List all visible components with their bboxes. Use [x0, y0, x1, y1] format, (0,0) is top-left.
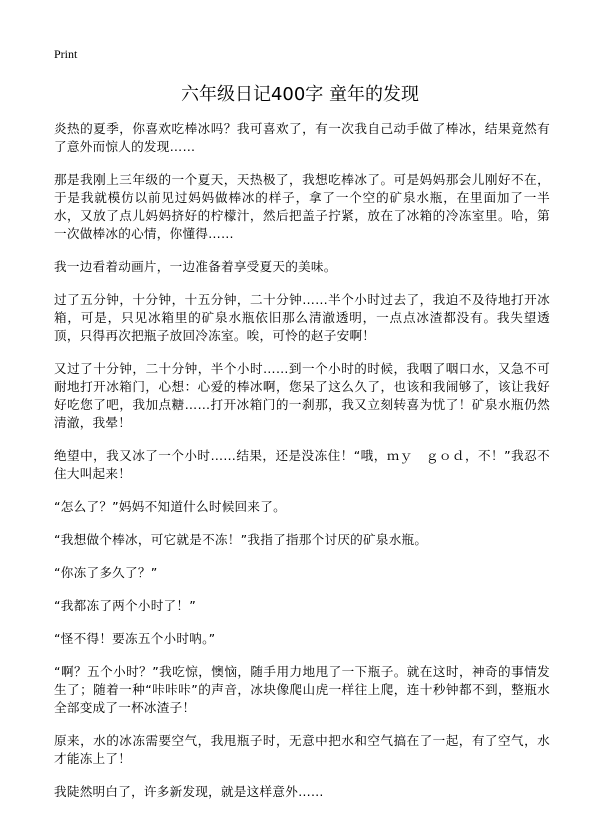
dialogue-line: “你冻了多久了？”: [54, 565, 158, 580]
paragraph-second-check: 又过了十分钟，二十分钟，半个小时……到一个小时的时候，我咽了咽口水，又急不可耐地打开冰箱门，心想：心爱的棒冰啊，您呆了这么久了，也该和我闹够了，该让我好好吃您了吧，我加点糖……打开冰箱门的一刹那，我又立刻转喜为忧了！矿泉水瓶仍然清澈，我晕！: [54, 361, 550, 430]
paragraph-background: 那是我刚上三年级的一个夏天，天热极了，我想吃棒冰了。可是妈妈那会儿刚好不在，于是我就模仿以前见过妈妈做棒冰的样子，拿了一个空的矿泉水瓶，在里面加了一半水，又放了点儿妈妈挤好的柠檬汁，然后把盖子拧紧，放在了冰箱的冷冻室里。哈，第一次做棒冰的心情，你懂得……: [54, 172, 550, 241]
paragraph-explanation: 原来，水的冰冻需要空气，我甩瓶子时，无意中把水和空气搞在了一起，有了空气，水才能冻上了！: [54, 733, 550, 766]
dialogue-line: “怪不得！要冻五个小时呐。”: [54, 631, 216, 646]
article-body: [54, 120, 550, 816]
paragraph-intro: 炎热的夏季，你喜欢吃棒冰吗？我可喜欢了，有一次我自己动手做了棒冰，结果竟然有了意外而惊人的发现……: [54, 121, 550, 154]
dialogue-line: “我想做个棒冰，可它就是不冻！”我指了指那个讨厌的矿泉水瓶。: [54, 532, 428, 547]
paragraph-waiting: 我一边看着动画片，一边准备着享受夏天的美味。: [54, 259, 337, 274]
paragraph-discovery: “啊？五个小时？”我吃惊，懊恼，随手用力地甩了一下瓶子。就在这时，神奇的事情发生了；随着一种“咔咔咔”的声音，冰块像爬山虎一样往上爬，连十秒钟都不到，整瓶水全部变成了一杯冰渣子！: [54, 664, 550, 715]
dialogue-line: “我都冻了两个小时了！”: [54, 598, 197, 613]
paragraph-first-check: 过了五分钟，十分钟，十五分钟，二十分钟……半个小时过去了，我迫不及待地打开冰箱，可是，只见冰箱里的矿泉水瓶依旧那么清澈透明，一点点冰渣都没有。我失望透顶，只得再次把瓶子放回冷冻室。唉，可怜的赵子安啊！: [54, 292, 550, 343]
paragraph-despair: 绝望中，我又冰了一个小时……结果，还是没冻住！“哦，ｍｙ ｇｏｄ，不！”我忍不住大叫起来！: [54, 448, 550, 481]
dialogue-line: “怎么了？”妈妈不知道什么时候回来了。: [54, 499, 286, 514]
paragraph-conclusion: 我陡然明白了，许多新发现，就是这样意外……: [54, 784, 324, 799]
page-title: 六年级日记400字 童年的发现: [180, 84, 420, 105]
print-link[interactable]: Print: [54, 47, 78, 61]
